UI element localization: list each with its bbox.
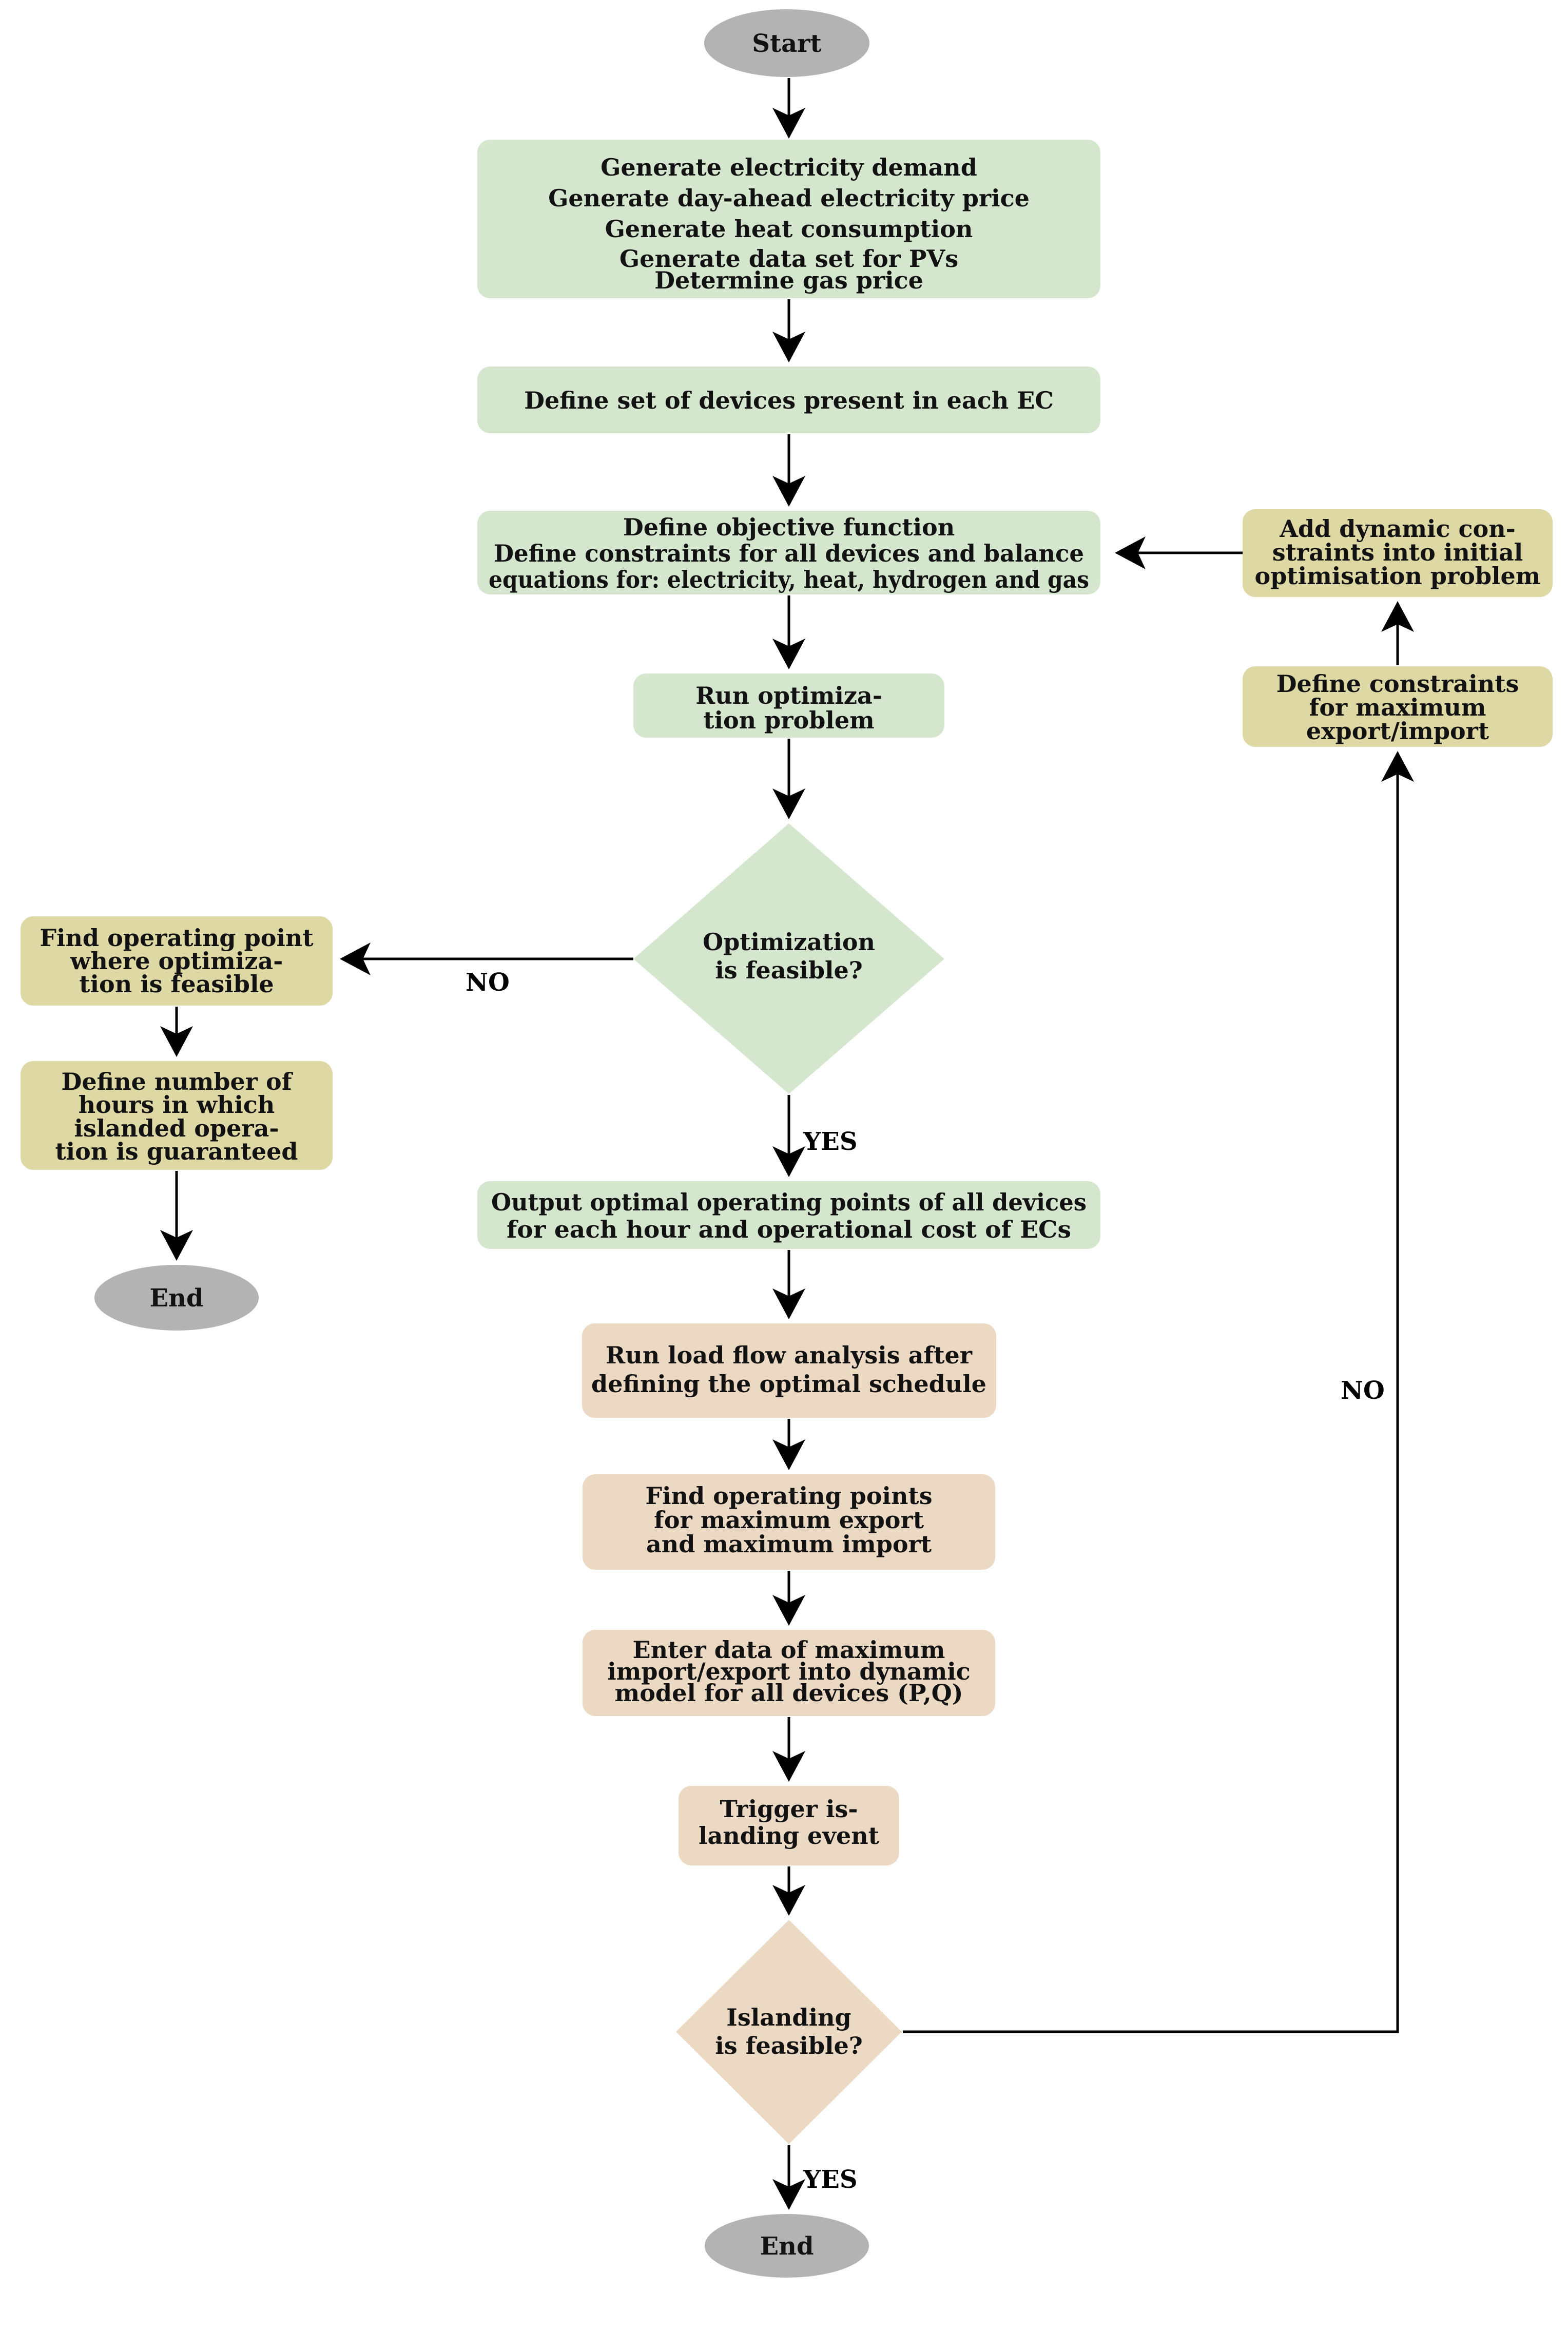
add-dynamic-line-1: Add dynamic con- [1280, 515, 1516, 543]
trigger-line-1: Trigger is- [720, 1795, 858, 1823]
max-constraints-line-2: for maximum [1309, 694, 1486, 721]
find-points-line-2: for maximum export [654, 1506, 924, 1534]
find-points-line-1: Find operating points [645, 1482, 933, 1510]
find-op-line-1: Find operating point [40, 924, 314, 952]
enter-data-line-1: Enter data of maximum [632, 1636, 945, 1664]
add-dynamic-line-2: straints into initial [1272, 538, 1523, 566]
generate-line-4: Generate data set for PVs [619, 245, 959, 273]
trigger-line-2: landing event [699, 1822, 879, 1850]
define-hours-line-1: Define number of [61, 1068, 292, 1095]
run-opt-line-1: Run optimiza- [695, 682, 882, 709]
find-op-line-2: where optimiza- [70, 947, 283, 975]
end-left-label: End [149, 1284, 204, 1313]
find-op-line-3: tion is feasible [79, 970, 274, 998]
find-points-line-3: and maximum import [646, 1530, 932, 1558]
generate-line-1: Generate electricity demand [601, 153, 977, 181]
generate-line-2: Generate day-ahead electricity price [548, 184, 1030, 212]
run-opt-line-2: tion problem [703, 706, 875, 734]
nodes [21, 9, 1553, 2278]
output-line-2: for each hour and operational cost of ECs [507, 1216, 1071, 1243]
opt-feasible-line-1: Optimization [703, 928, 875, 956]
opt-feasible-line-2: is feasible? [715, 956, 863, 984]
load-flow-line-1: Run load flow analysis after [606, 1341, 972, 1369]
label-yes-optimization: YES [803, 1127, 858, 1156]
add-dynamic-line-3: optimisation problem [1254, 562, 1541, 590]
objective-line-1: Define objective function [623, 513, 955, 541]
label-no-islanding: NO [1341, 1376, 1385, 1405]
start-label: Start [752, 29, 822, 58]
devices-line-1: Define set of devices present in each EC [524, 387, 1054, 414]
objective-line-3: equations for: electricity, heat, hydrogen and gas [489, 566, 1089, 593]
max-constraints-line-3: export/import [1306, 717, 1489, 745]
load-flow-line-2: defining the optimal schedule [591, 1370, 986, 1398]
max-constraints-line-1: Define constraints [1276, 670, 1519, 698]
enter-data-line-2: import/export into dynamic [607, 1658, 971, 1685]
generate-line-3: Generate heat consumption [605, 215, 973, 243]
output-line-1: Output optimal operating points of all devices [491, 1188, 1087, 1216]
generate-line-5: Determine gas price [654, 266, 923, 294]
define-hours-line-4: tion is guaranteed [55, 1138, 298, 1165]
islanding-line-2: is feasible? [715, 2032, 863, 2059]
label-yes-islanding: YES [803, 2165, 858, 2194]
enter-data-line-3: model for all devices (P,Q) [614, 1679, 963, 1707]
islanding-line-1: Islanding [726, 2004, 851, 2031]
end-bottom-label: End [760, 2232, 814, 2261]
objective-line-2: Define constraints for all devices and balance [494, 540, 1084, 567]
define-hours-line-3: islanded opera- [74, 1114, 279, 1142]
label-no-optimization: NO [466, 968, 510, 997]
define-hours-line-2: hours in which [78, 1091, 275, 1119]
